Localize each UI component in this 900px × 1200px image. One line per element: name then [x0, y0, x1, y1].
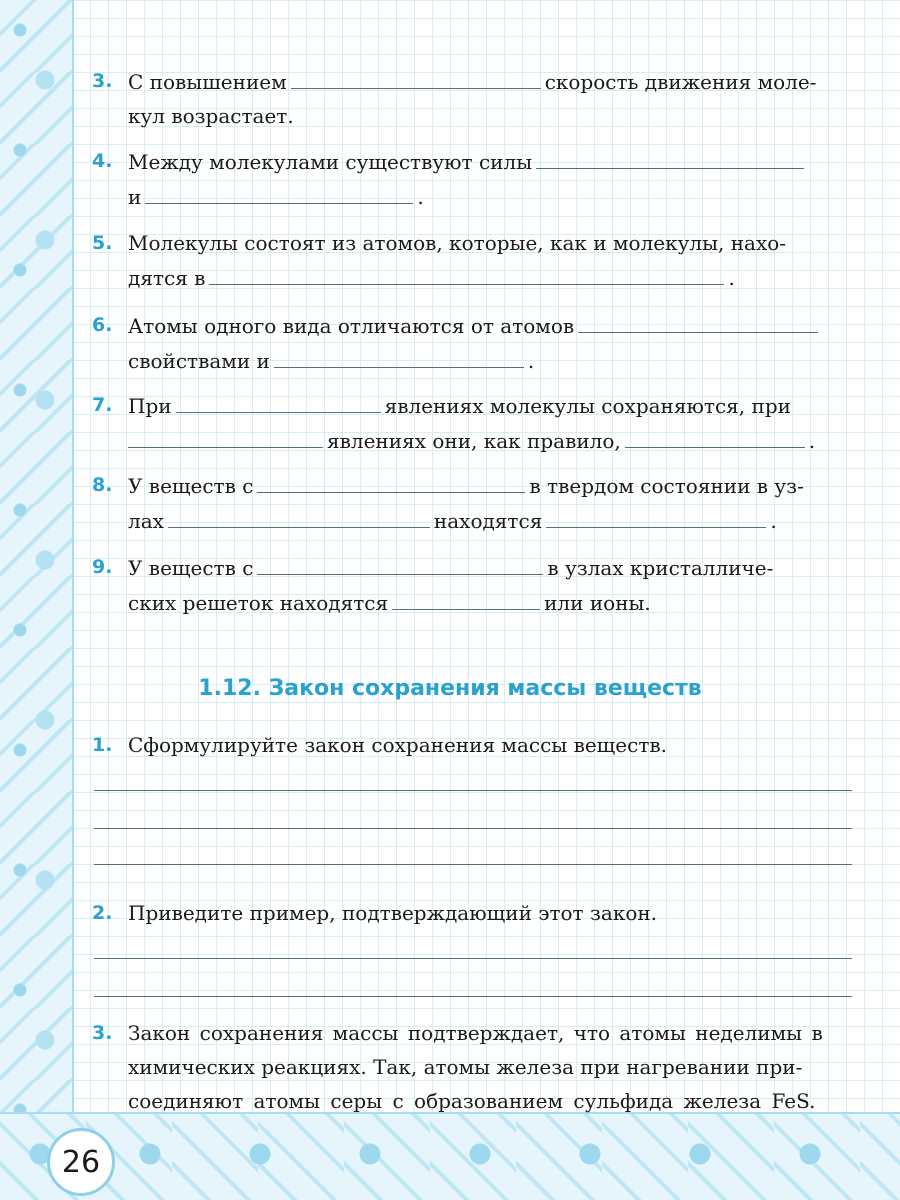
task-3: [92, 1016, 856, 1118]
answer-line[interactable]: [94, 958, 852, 959]
task-text: Приведите пример, подтверждающий этот закон.: [128, 901, 658, 925]
question-text: Атомы одного вида отличаются от атомов: [128, 314, 575, 338]
question-text: или ионы.: [544, 591, 651, 615]
answer-blank[interactable]: [257, 468, 525, 493]
answer-blank[interactable]: [578, 308, 818, 333]
question-text: С повышением: [128, 70, 287, 94]
question-text: Между молекулами существуют силы: [128, 150, 533, 174]
answer-blank[interactable]: [274, 343, 524, 368]
question-4: [92, 144, 856, 214]
page-number: 26: [47, 1128, 115, 1196]
question-5: [92, 226, 856, 295]
question-text: в узлах кристалличе-: [547, 556, 774, 580]
question-text: лах: [128, 509, 164, 533]
question-text: .: [417, 185, 424, 209]
question-3: [92, 64, 856, 133]
question-text: в твердом состоянии в уз-: [529, 474, 804, 498]
question-text: .: [728, 266, 735, 290]
question-number: 6.: [92, 314, 113, 336]
answer-line[interactable]: [94, 828, 852, 829]
question-text: свойствами и: [128, 349, 270, 373]
task-1: [92, 728, 856, 762]
question-text: .: [808, 429, 816, 453]
question-6: [92, 308, 856, 378]
question-text: При: [128, 394, 172, 418]
question-text: .: [527, 349, 535, 373]
question-text: явлениях молекулы сохраняются, при: [384, 394, 791, 418]
question-text: скорость движения моле-: [544, 70, 817, 94]
task-text: Закон сохранения массы подтверждает, что атомы неделимы в: [128, 1021, 823, 1045]
answer-blank[interactable]: [392, 585, 540, 610]
question-text: У веществ с: [128, 556, 254, 580]
question-text: находятся: [433, 509, 543, 533]
task-number: 1.: [92, 734, 113, 756]
question-number: 8.: [92, 474, 113, 496]
answer-blank[interactable]: [625, 423, 805, 448]
question-number: 7.: [92, 394, 113, 416]
answer-line[interactable]: [94, 864, 852, 865]
question-number: 5.: [92, 232, 113, 254]
task-text: химических реакциях. Так, атомы железа при нагревании при-: [128, 1055, 803, 1079]
answer-blank[interactable]: [209, 260, 724, 285]
question-text: ских решеток находятся: [128, 591, 389, 615]
answer-blank[interactable]: [128, 423, 323, 448]
question-7: [92, 388, 856, 458]
question-8: [92, 468, 856, 538]
section-title: 1.12. Закон сохранения массы веществ: [198, 676, 702, 701]
answer-blank[interactable]: [168, 503, 430, 528]
question-number: 4.: [92, 150, 113, 172]
question-text: явлениях они, как правило,: [327, 429, 621, 453]
answer-line[interactable]: [94, 996, 852, 997]
task-text: соединяют атомы серы с образованием сульфида железа FeS.: [128, 1089, 816, 1113]
question-text: кул возрастает.: [128, 104, 294, 128]
question-number: 3.: [92, 70, 113, 92]
answer-blank[interactable]: [257, 550, 543, 575]
question-text: Молекулы состоят из атомов, которые, как и молекулы, нахо-: [128, 231, 787, 255]
answer-blank[interactable]: [291, 64, 541, 89]
question-9: [92, 550, 856, 620]
answer-blank[interactable]: [176, 388, 381, 413]
question-text: У веществ с: [128, 474, 254, 498]
question-text: .: [770, 509, 777, 533]
question-number: 9.: [92, 556, 113, 578]
task-number: 2.: [92, 902, 113, 924]
question-text: дятся в: [128, 266, 206, 290]
task-2: [92, 896, 856, 930]
answer-line[interactable]: [94, 790, 852, 791]
question-text: и: [128, 185, 142, 209]
answer-blank[interactable]: [145, 179, 413, 204]
answer-blank[interactable]: [536, 144, 804, 169]
task-number: 3.: [92, 1022, 113, 1044]
answer-blank[interactable]: [546, 503, 766, 528]
task-text: Сформулируйте закон сохранения массы веществ.: [128, 733, 667, 757]
